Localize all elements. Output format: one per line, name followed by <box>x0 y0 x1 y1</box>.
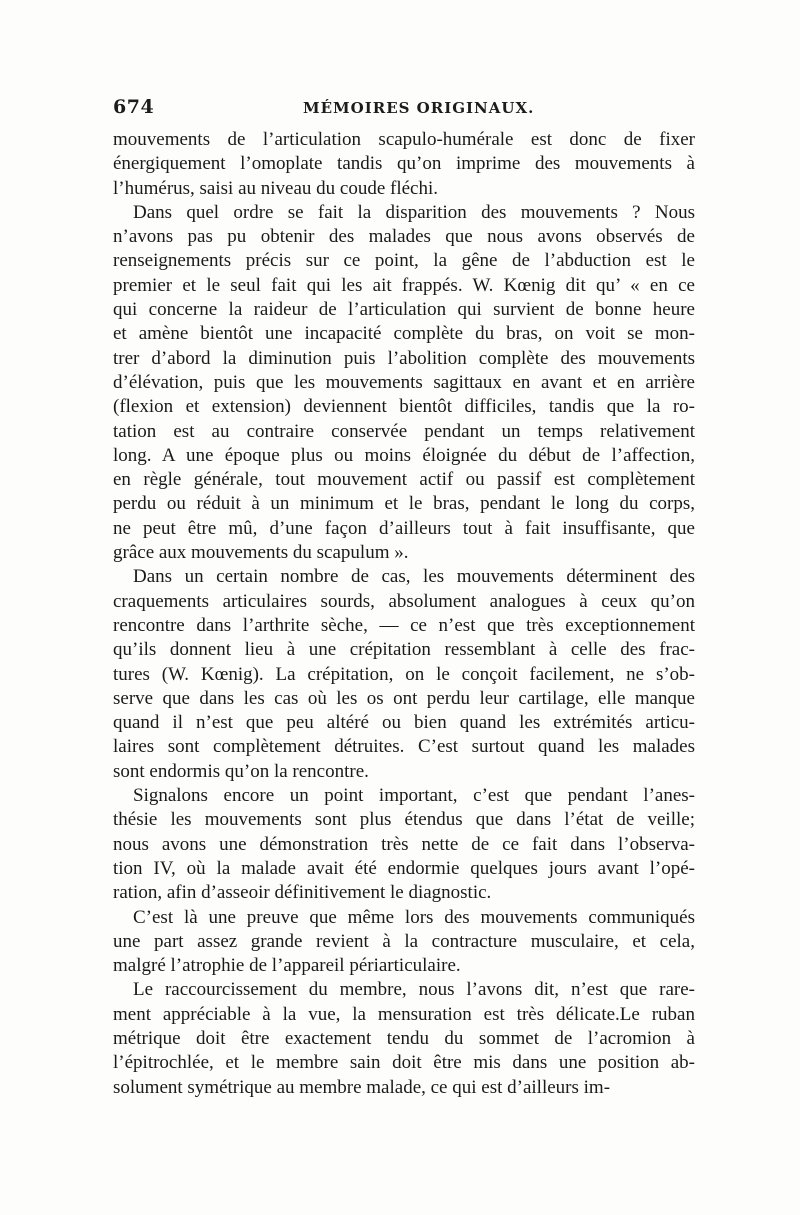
text-line: métrique doit être exactement tendu du sommet de l’acromion à <box>113 1027 695 1049</box>
page-number: 674 <box>113 96 155 118</box>
text-line: Dans quel ordre se fait la disparition des mouvements ? Nous <box>133 201 695 223</box>
text-line: malgré l’atrophie de l’appareil périarticulaire. <box>113 955 461 977</box>
running-head: MÉMOIRES ORIGINAUX. <box>303 99 535 117</box>
text-line: l’épitrochlée, et le membre sain doit être mis dans une position ab- <box>113 1052 695 1074</box>
text-line: renseignements précis sur ce point, la gêne de l’abduction est le <box>113 250 695 272</box>
paragraph <box>113 565 695 784</box>
text-line: mouvements de l’articulation scapulo-humérale est donc de fixer <box>113 129 695 150</box>
text-line: ne peut être mû, d’une façon d’ailleurs tout à fait insuffisante, que <box>113 517 695 539</box>
text-line: grâce aux mouvements du scapulum ». <box>113 542 409 564</box>
text-line: quand il n’est que peu altéré ou bien quand les extrémités articu- <box>113 712 695 734</box>
text-line: ration, afin d’asseoir définitivement le diagnostic. <box>113 882 492 904</box>
text-line: énergiquement l’omoplate tandis qu’on imprime des mouvements à <box>113 153 695 175</box>
text-line: une part assez grande revient à la contracture musculaire, et cela, <box>113 930 695 952</box>
text-line: craquements articulaires sourds, absolument analogues à ceux qu’on <box>113 590 695 612</box>
text-line: premier et le seul fait qui les ait frappés. W. Kœnig dit qu’ « en ce <box>113 274 695 296</box>
text-line: nous avons une démonstration très nette de ce fait dans l’observa- <box>113 833 695 855</box>
text-line: n’avons pas pu obtenir des malades que nous avons observés de <box>113 226 695 248</box>
text-line: et amène bientôt une incapacité complète du bras, on voit se mon- <box>113 323 695 345</box>
text-line: solument symétrique au membre malade, ce qui est d’ailleurs im- <box>113 1076 611 1098</box>
text-line: thésie les mouvements sont plus étendus que dans l’état de veille; <box>113 809 695 831</box>
text-line: perdu ou réduit à un minimum et le bras, pendant le long du corps, <box>113 493 695 515</box>
paragraph <box>113 128 695 201</box>
text-line: Le raccourcissement du membre, nous l’avons dit, n’est que rare- <box>133 979 695 1001</box>
paragraph <box>113 201 695 565</box>
text-line: en règle générale, tout mouvement actif ou passif est complètement <box>113 469 695 491</box>
text-line: d’élévation, puis que les mouvements sagittaux en avant et en arrière <box>113 371 695 393</box>
text-line: Signalons encore un point important, c’est que pendant l’anes- <box>133 785 695 807</box>
text-line: tures (W. Kœnig). La crépitation, on le conçoit facilement, ne s’ob- <box>113 663 695 685</box>
text-line: serve que dans les cas où les os ont perdu leur cartilage, elle manque <box>113 687 695 709</box>
text-line: ment appréciable à la vue, la mensuration est très délicate.Le ruban <box>113 1003 695 1025</box>
text-line: long. A une époque plus ou moins éloignée du début de l’affection, <box>113 444 695 466</box>
text-line: C’est là une preuve que même lors des mouvements communiqués <box>133 906 695 928</box>
text-line: sont endormis qu’on la rencontre. <box>113 760 369 782</box>
paragraph <box>113 784 695 905</box>
text-line: rencontre dans l’arthrite sèche, — ce n’est que très exceptionnement <box>113 614 695 636</box>
text-line: qui concerne la raideur de l’articulation qui survient de bonne heure <box>113 299 695 321</box>
text-line: qu’ils donnent lieu à une crépitation ressemblant à celle des frac- <box>113 639 695 661</box>
page-header <box>113 96 695 126</box>
text-line: tation est au contraire conservée pendant un temps relativement <box>113 420 695 442</box>
paragraph <box>113 906 695 979</box>
text-line: laires sont complètement détruites. C’est surtout quand les malades <box>113 736 695 758</box>
text-line: l’humérus, saisi au niveau du coude fléchi. <box>113 177 439 199</box>
paragraph <box>113 978 695 1099</box>
text-line: trer d’abord la diminution puis l’abolition complète des mouvements <box>113 347 695 369</box>
body-text <box>113 128 695 1100</box>
text-line: (flexion et extension) deviennent bientôt difficiles, tandis que la ro- <box>113 396 695 418</box>
text-line: tion IV, où la malade avait été endormie quelques jours avant l’opé- <box>113 857 695 879</box>
text-line: Dans un certain nombre de cas, les mouvements déterminent des <box>133 566 695 588</box>
